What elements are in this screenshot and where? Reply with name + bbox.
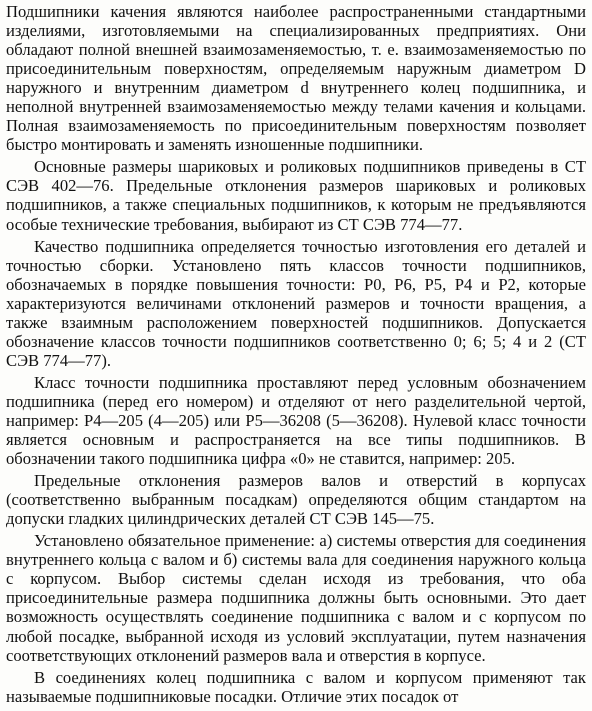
paragraph-fit-systems: Установлено обязательное применение: а) системы отверстия для соединения внутреннего кольца с валом и б) системы вала для соединения наружного кольца с корпусом. Выбор системы сделан исходя из требования, что оба присоединительные размера подшипника должны быть основными. Это дает возможность осуществлять соединение подшипника с валом и с корпусом по любой посадке, выбранной исходя из условий эксплуатации, путем назначения соответствующих отклонений размеров вала и отверстия в корпусе. [6, 531, 586, 665]
paragraph-accuracy-classes: Качество подшипника определяется точностью изготовления его деталей и точностью сборки. Установлено пять классов точности подшипников, обозначаемых в порядке повышения точности: Р0, Р6, Р5, Р4 и Р2, которые характеризуются величинами отклонений размеров и точности вращения, а также взаимным расположением поверхностей подшипников. Допускается обозначение классов точности подшипников соответственно 0; 6; 5; 4 и 2 (СТ СЭВ 774—77). [6, 236, 586, 370]
paragraph-bearing-fits: В соединениях колец подшипника с валом и корпусом применяют так называемые подшипниковые посадки. Отличие этих посадок от [6, 667, 586, 706]
paragraph-standard-sizes: Основные размеры шариковых и роликовых подшипников приведены в СТ СЭВ 402—76. Предельные отклонения размеров шариковых и роликовых подшипников, а также специальных подшипников, к которым не предъявляются особые технические требования, выбирают из СТ СЭВ 774—77. [6, 157, 586, 234]
paragraph-class-designation: Класс точности подшипника проставляют перед условным обозначением подшипника (перед его номером) и отделяют от него разделительной чертой, например: Р4—205 (4—205) или Р5—36208 (5—36208). Нулевой класс точности является основным и распространяется на все типы подшипников. В обозначении такого подшипника цифра «0» не ставится, например: 205. [6, 372, 586, 469]
paragraph-shaft-hole-deviations: Предельные отклонения размеров валов и отверстий в корпусах (соответственно выбранным посадкам) определяются общим стандартом на допуски гладких цилиндрических деталей СТ СЭВ 145—75. [6, 471, 586, 529]
paragraph-bearing-interchangeability: Подшипники качения являются наиболее распространенными стандартными изделиями, изготовляемыми на специализированных предприятиях. Они обладают полной внешней взаимозаменяемостью, т. е. взаимозаменяемостью по присоединительным поверхностям, определяемым наружным диаметром D наружного и внутренним диаметром d внутреннего колец подшипника, и неполной внутренней взаимозаменяемостью между телами качения и кольцами. Полная взаимозаменяемость по присоединительным поверхностям позволяет быстро монтировать и заменять изношенные подшипники. [6, 2, 586, 155]
